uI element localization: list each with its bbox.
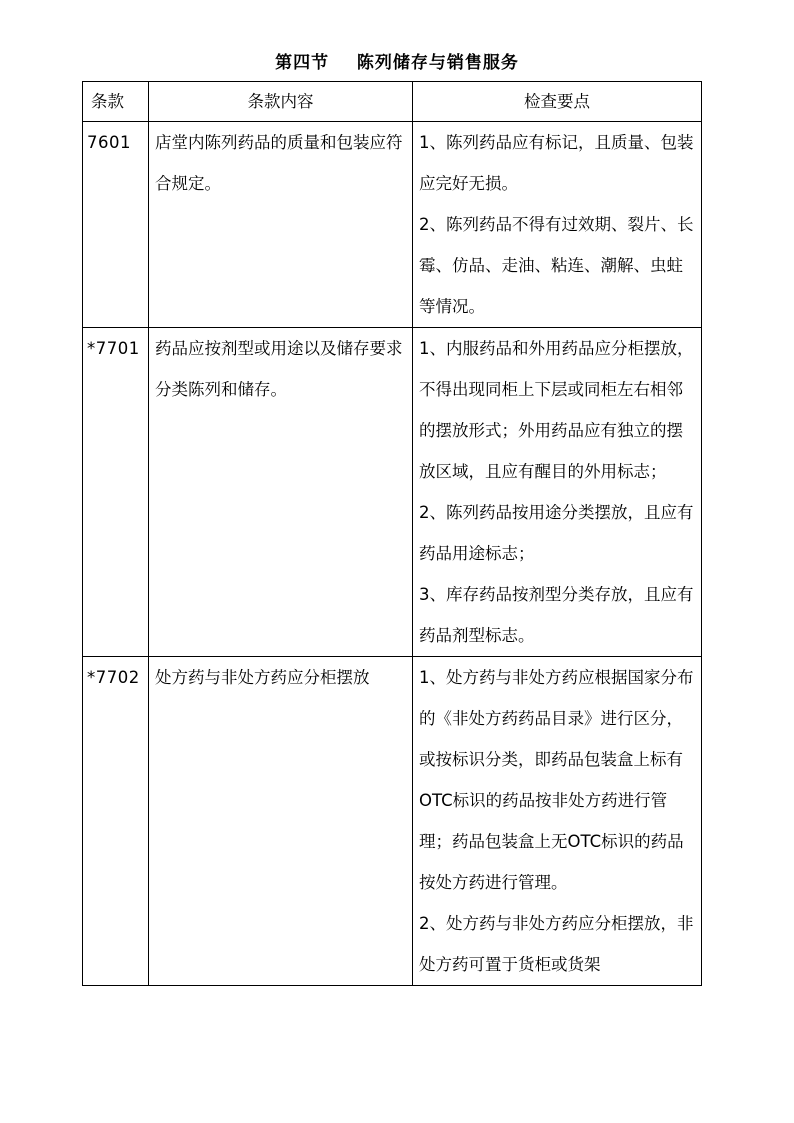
clause-content: 处方药与非处方药应分柜摆放	[149, 657, 413, 986]
clause-content: 药品应按剂型或用途以及储存要求分类陈列和储存。	[149, 328, 413, 657]
header-content: 条款内容	[149, 82, 413, 122]
check-point: 3、库存药品按剂型分类存放，且应有药品剂型标志。	[419, 585, 694, 645]
table-header-row	[83, 82, 702, 122]
header-code: 条款	[83, 82, 149, 122]
check-point: 1、处方药与非处方药应根据国家分布的《非处方药药品目录》进行区分，或按标识分类，即药品包装盒上标有OTC标识的药品按非处方药进行管理；药品包装盒上无OTC标识的药品按处方药进行管理。	[419, 668, 694, 892]
check-point: 2、陈列药品按用途分类摆放，且应有药品用途标志；	[419, 503, 694, 563]
table-row	[83, 657, 702, 986]
check-point: 2、处方药与非处方药应分柜摆放，非处方药可置于货柜或货架	[419, 914, 694, 974]
table-row	[83, 122, 702, 328]
clause-content: 店堂内陈列药品的质量和包装应符合规定。	[149, 122, 413, 328]
page-title: 第四节 陈列储存与销售服务	[275, 53, 519, 73]
table-row	[83, 328, 702, 657]
check-point: 1、陈列药品应有标记，且质量、包装应完好无损。	[419, 133, 694, 193]
clause-code: *7701	[83, 328, 149, 657]
inspection-table	[82, 81, 702, 986]
check-point: 2、陈列药品不得有过效期、裂片、长霉、仿品、走油、粘连、潮解、虫蛀等情况。	[419, 215, 694, 316]
clause-code: *7702	[83, 657, 149, 986]
check-points	[413, 122, 702, 328]
check-points	[413, 328, 702, 657]
check-points	[413, 657, 702, 986]
header-points: 检查要点	[413, 82, 702, 122]
check-point: 1、内服药品和外用药品应分柜摆放，不得出现同柜上下层或同柜左右相邻的摆放形式；外用药品应有独立的摆放区域，且应有醒目的外用标志；	[419, 339, 694, 481]
clause-code: 7601	[83, 122, 149, 328]
